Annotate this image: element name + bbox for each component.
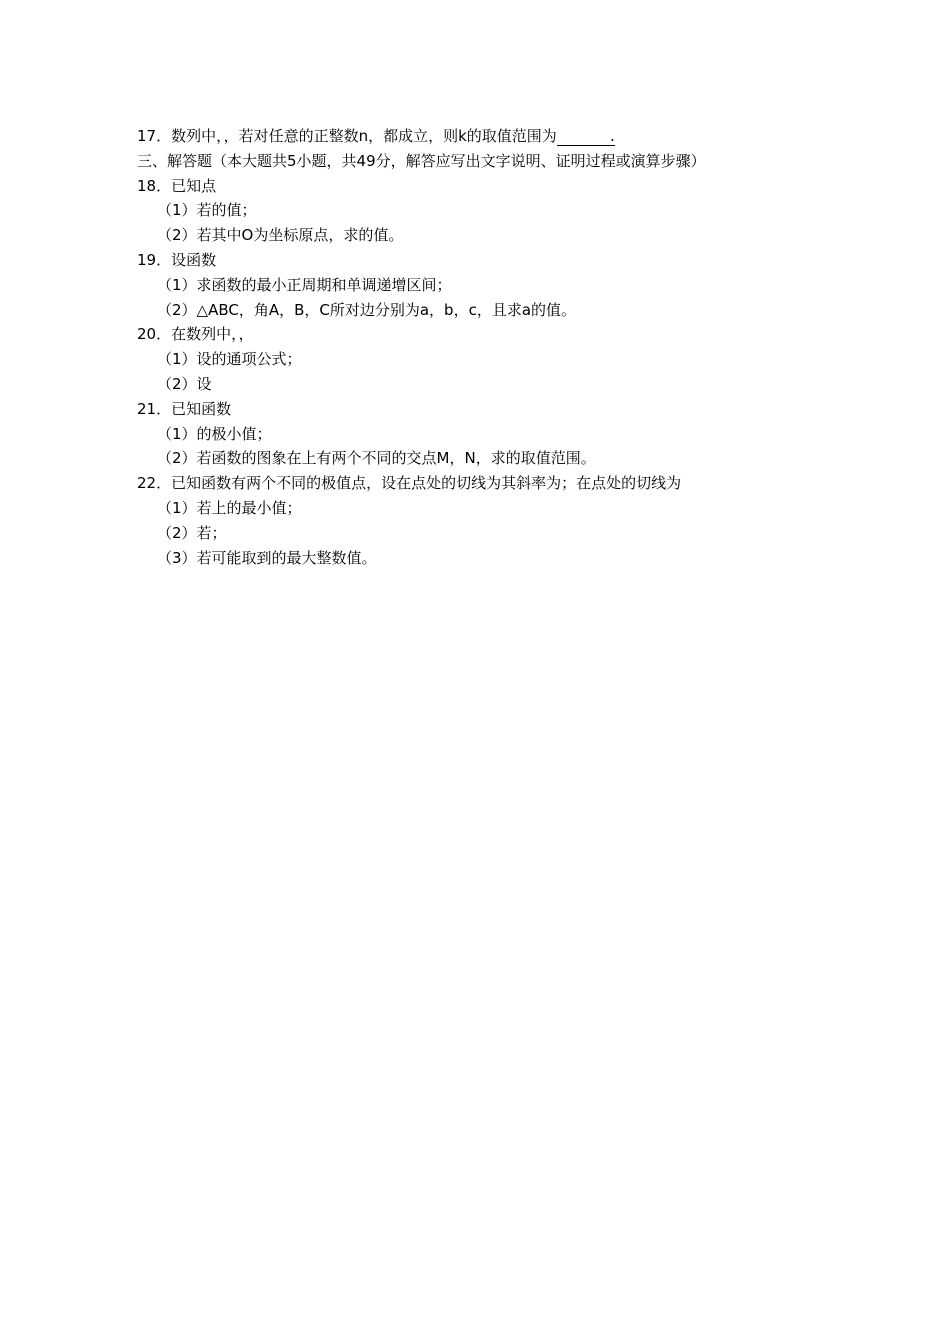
question-22-stem: 22．已知函数有两个不同的极值点，设在点处的切线为其斜率为；在点处的切线为 [137, 474, 682, 493]
question-21-stem: 21．已知函数 [137, 399, 232, 418]
question-17 [137, 124, 837, 149]
question-18-stem: 18．已知点 [137, 176, 217, 195]
answer-blank: . [557, 128, 615, 146]
question-18-part-1: （1）若的值； [157, 201, 257, 220]
question-20-stem: 20．在数列中，， [137, 325, 254, 344]
question-22-part-3: （3）若可能取到的最大整数值。 [157, 548, 377, 567]
question-22-part-1: （1）若上的最小值； [157, 498, 302, 517]
question-19-part-1: （1）求函数的最小正周期和单调递增区间； [157, 275, 452, 294]
question-17-text: 17．数列中，，若对任意的正整数n，都成立，则k的取值范围为 [137, 127, 557, 145]
question-21-part-2: （2）若函数的图象在上有两个不同的交点M，N，求的取值范围。 [157, 449, 596, 468]
question-20-part-1: （1）设的通项公式； [157, 350, 302, 369]
section-3-title: 三、解答题（本大题共5小题，共49分，解答应写出文字说明、证明过程或演算步骤） [137, 151, 706, 170]
question-20-part-2: （2）设 [157, 374, 212, 393]
question-18-part-2: （2）若其中O为坐标原点，求的值。 [157, 226, 404, 245]
question-21-part-1: （1）的极小值； [157, 424, 272, 443]
question-19-part-2: （2）△ABC，角A，B，C所对边分别为a，b，c，且求a的值。 [157, 300, 577, 319]
exam-content [137, 124, 837, 570]
question-19-stem: 19．设函数 [137, 250, 217, 269]
question-22-part-2: （2）若； [157, 523, 227, 542]
